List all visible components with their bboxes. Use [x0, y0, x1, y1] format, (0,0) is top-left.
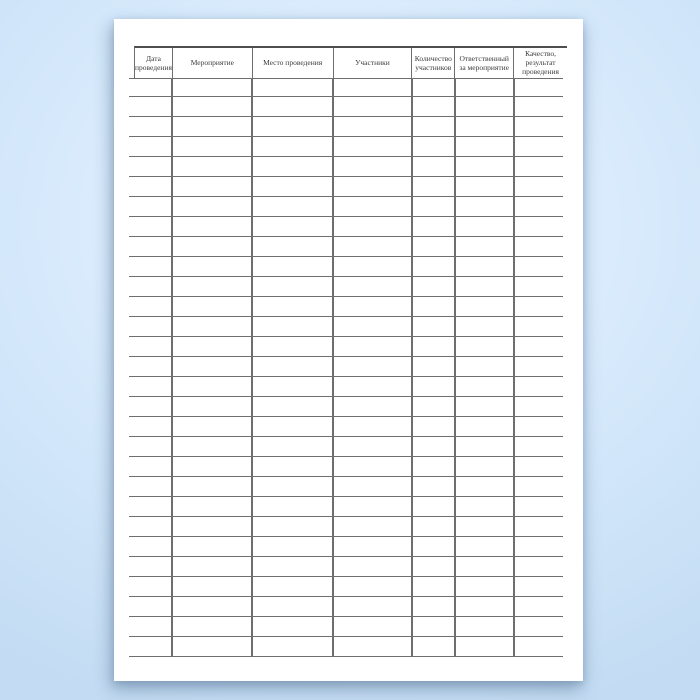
table-row [129, 157, 563, 177]
header-cell-5: Количество участников [412, 48, 455, 78]
table-row [129, 357, 563, 377]
table-row [129, 217, 563, 237]
table-row [129, 317, 563, 337]
column-divider [454, 78, 455, 657]
table-row [129, 457, 563, 477]
column-divider [251, 78, 252, 657]
table-row [129, 637, 563, 657]
event-log-table [114, 19, 583, 681]
table-row [129, 617, 563, 637]
table-row [129, 497, 563, 517]
table-header-row [134, 46, 567, 78]
table-row [129, 97, 563, 117]
header-cell-7: Качество, результат проведения [522, 49, 559, 76]
column-divider [332, 78, 333, 657]
table-row [129, 197, 563, 217]
table-row [129, 117, 563, 137]
table-row [129, 257, 563, 277]
header-cell-4: Участники [334, 48, 413, 78]
table-row [129, 537, 563, 557]
table-row [129, 337, 563, 357]
table-row [129, 377, 563, 397]
header-cell-3: Место проведения [253, 48, 334, 78]
table-row [129, 577, 563, 597]
table-row [129, 277, 563, 297]
column-divider [411, 78, 412, 657]
table-row [129, 297, 563, 317]
table-row [129, 557, 563, 577]
table-row [129, 79, 563, 97]
document-page [114, 19, 583, 681]
table-row [129, 237, 563, 257]
table-row [129, 417, 563, 437]
header-cell-1: Дата проведения [135, 48, 173, 78]
table-row [129, 397, 563, 417]
table-row [129, 437, 563, 457]
header-cell-6: Ответственный за мероприятие [455, 48, 514, 78]
header-cell-2: Мероприятие [173, 48, 253, 78]
table-body [129, 78, 563, 657]
column-divider [171, 78, 172, 657]
table-row [129, 137, 563, 157]
table-row [129, 597, 563, 617]
table-row [129, 177, 563, 197]
table-row [129, 517, 563, 537]
column-divider [513, 78, 514, 657]
table-row [129, 477, 563, 497]
